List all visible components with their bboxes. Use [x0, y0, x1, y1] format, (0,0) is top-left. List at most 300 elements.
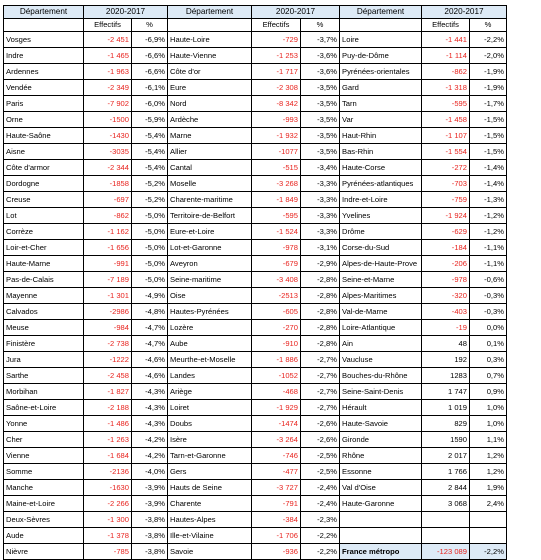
cell-departement: Hautes-Alpes — [168, 512, 252, 528]
cell-effectifs: -791 — [252, 496, 301, 512]
cell-effectifs: -1 827 — [84, 384, 132, 400]
table-row — [4, 464, 507, 480]
cell-pct: -2,7% — [301, 368, 340, 384]
cell-departement: Saône-et-Loire — [4, 400, 84, 416]
table-row — [4, 48, 507, 64]
header-period-3: 2020-2017 — [422, 6, 507, 19]
cell-pct: -5,0% — [132, 272, 168, 288]
cell-departement: Finistère — [4, 336, 84, 352]
cell-departement: Rhône — [340, 448, 422, 464]
cell-pct: -2,2% — [301, 544, 340, 560]
cell-pct: -6,6% — [132, 48, 168, 64]
cell-pct: -1,2% — [470, 224, 507, 240]
cell-pct: -3,3% — [301, 208, 340, 224]
cell-departement: Val-de-Marne — [340, 304, 422, 320]
cell-pct: -4,3% — [132, 384, 168, 400]
cell-effectifs: -1 924 — [422, 208, 470, 224]
cell-departement: Seine-Saint-Denis — [340, 384, 422, 400]
table-row — [4, 256, 507, 272]
cell-effectifs: -2 344 — [84, 160, 132, 176]
cell-departement: Hérault — [340, 400, 422, 416]
cell-pct: -1,4% — [470, 176, 507, 192]
cell-effectifs: -1430 — [84, 128, 132, 144]
cell-effectifs: -1 963 — [84, 64, 132, 80]
cell-effectifs: -1 107 — [422, 128, 470, 144]
cell-pct: -3,8% — [132, 512, 168, 528]
cell-pct: 1,2% — [470, 464, 507, 480]
cell-departement: Ille-et-Vilaine — [168, 528, 252, 544]
cell-effectifs: -984 — [84, 320, 132, 336]
cell-effectifs: -3035 — [84, 144, 132, 160]
cell-pct: -1,9% — [470, 64, 507, 80]
cell-pct: -5,0% — [132, 240, 168, 256]
cell-pct: -6,6% — [132, 64, 168, 80]
cell-effectifs: -1 886 — [252, 352, 301, 368]
cell-departement: Charente-maritime — [168, 192, 252, 208]
cell-effectifs: -403 — [422, 304, 470, 320]
cell-pct: -1,5% — [470, 144, 507, 160]
cell-effectifs: -3 727 — [252, 480, 301, 496]
cell-departement: Vendée — [4, 80, 84, 96]
cell-pct: -2,4% — [301, 496, 340, 512]
cell-pct: -4,0% — [132, 464, 168, 480]
table-row — [4, 96, 507, 112]
cell-pct: -4,3% — [132, 400, 168, 416]
departement-table — [3, 5, 507, 560]
cell-pct: -2,8% — [301, 272, 340, 288]
cell-departement: Haut-Rhin — [340, 128, 422, 144]
cell-departement: Cher — [4, 432, 84, 448]
table-row — [4, 176, 507, 192]
table-row — [4, 528, 507, 544]
table-row — [4, 112, 507, 128]
cell-effectifs: 48 — [422, 336, 470, 352]
cell-pct: -0,3% — [470, 304, 507, 320]
table-row — [4, 192, 507, 208]
cell-pct: -6,0% — [132, 96, 168, 112]
cell-departement: Gard — [340, 80, 422, 96]
cell-effectifs: -2986 — [84, 304, 132, 320]
table-row — [4, 32, 507, 48]
cell-pct: -3,4% — [301, 160, 340, 176]
cell-effectifs: 1590 — [422, 432, 470, 448]
cell-effectifs: -206 — [422, 256, 470, 272]
cell-pct: -3,3% — [301, 192, 340, 208]
cell-departement: Aveyron — [168, 256, 252, 272]
table-row — [4, 144, 507, 160]
cell-departement: Haute-Vienne — [168, 48, 252, 64]
header-row-1 — [4, 6, 507, 19]
table-row — [4, 160, 507, 176]
cell-effectifs: -2 451 — [84, 32, 132, 48]
cell-pct: -2,8% — [301, 288, 340, 304]
cell-departement: Loire-Atlantique — [340, 320, 422, 336]
cell-pct: -1,2% — [470, 208, 507, 224]
cell-departement: Orne — [4, 112, 84, 128]
cell-pct: -1,9% — [470, 80, 507, 96]
cell-pct: -5,0% — [132, 256, 168, 272]
cell-pct: -2,4% — [301, 480, 340, 496]
table-row — [4, 336, 507, 352]
table-row — [4, 128, 507, 144]
cell-pct: -4,2% — [132, 448, 168, 464]
cell-departement: Calvados — [4, 304, 84, 320]
cell-pct: 0,1% — [470, 336, 507, 352]
cell-effectifs: -3 268 — [252, 176, 301, 192]
cell-pct: -2,2% — [301, 528, 340, 544]
cell-effectifs: -1 300 — [84, 512, 132, 528]
cell-pct: -1,5% — [470, 128, 507, 144]
cell-effectifs: -1 458 — [422, 112, 470, 128]
cell-pct: -1,7% — [470, 96, 507, 112]
header-pct-3: % — [470, 19, 507, 32]
cell-effectifs: 192 — [422, 352, 470, 368]
cell-effectifs: -1 929 — [252, 400, 301, 416]
cell-effectifs: -978 — [422, 272, 470, 288]
cell-pct: 0,3% — [470, 352, 507, 368]
cell-effectifs: -515 — [252, 160, 301, 176]
cell-effectifs — [422, 528, 470, 544]
header-blank-3 — [340, 19, 422, 32]
cell-departement: Corrèze — [4, 224, 84, 240]
cell-effectifs: -1 706 — [252, 528, 301, 544]
cell-departement: Deux-Sèvres — [4, 512, 84, 528]
cell-departement: Corse-du-Sud — [340, 240, 422, 256]
cell-pct: 1,9% — [470, 480, 507, 496]
cell-departement: Haute-Garonne — [340, 496, 422, 512]
cell-effectifs: 3 068 — [422, 496, 470, 512]
cell-departement: Cantal — [168, 160, 252, 176]
cell-departement: Oise — [168, 288, 252, 304]
cell-effectifs: -746 — [252, 448, 301, 464]
cell-departement: Aisne — [4, 144, 84, 160]
cell-effectifs: -936 — [252, 544, 301, 560]
cell-pct: -5,4% — [132, 144, 168, 160]
cell-pct: -4,9% — [132, 288, 168, 304]
cell-departement: Var — [340, 112, 422, 128]
table-row — [4, 512, 507, 528]
cell-pct: -1,4% — [470, 160, 507, 176]
cell-pct: -6,9% — [132, 32, 168, 48]
cell-departement: Tarn-et-Garonne — [168, 448, 252, 464]
cell-effectifs: -1 849 — [252, 192, 301, 208]
cell-departement: Haute-Corse — [340, 160, 422, 176]
cell-departement: Seine-maritime — [168, 272, 252, 288]
cell-pct: -4,6% — [132, 368, 168, 384]
cell-departement: Aube — [168, 336, 252, 352]
cell-effectifs: 1283 — [422, 368, 470, 384]
cell-effectifs: -7 189 — [84, 272, 132, 288]
cell-departement: Eure — [168, 80, 252, 96]
cell-departement: Tarn — [340, 96, 422, 112]
header-effectifs-2: Effectifs — [252, 19, 301, 32]
header-row-2 — [4, 19, 507, 32]
cell-pct: -4,8% — [132, 304, 168, 320]
cell-pct — [470, 528, 507, 544]
cell-pct: -2,5% — [301, 448, 340, 464]
cell-departement: Loir-et-Cher — [4, 240, 84, 256]
cell-departement: Alpes-de-Haute-Prove — [340, 256, 422, 272]
table-row — [4, 272, 507, 288]
cell-pct: -3,8% — [132, 544, 168, 560]
table-row — [4, 544, 507, 560]
cell-pct: -2,7% — [301, 352, 340, 368]
cell-departement: Vaucluse — [340, 352, 422, 368]
cell-pct: 2,4% — [470, 496, 507, 512]
cell-effectifs: 2 017 — [422, 448, 470, 464]
cell-departement: Morbihan — [4, 384, 84, 400]
cell-pct: -1,1% — [470, 240, 507, 256]
cell-departement: Ariège — [168, 384, 252, 400]
cell-pct: 1,2% — [470, 448, 507, 464]
cell-pct: 1,0% — [470, 416, 507, 432]
cell-departement: Isère — [168, 432, 252, 448]
cell-pct: -2,8% — [301, 320, 340, 336]
cell-pct: -1,5% — [470, 112, 507, 128]
cell-departement: Hautes-Pyrénées — [168, 304, 252, 320]
cell-pct: -1,3% — [470, 192, 507, 208]
cell-effectifs: -595 — [252, 208, 301, 224]
cell-effectifs: -1 114 — [422, 48, 470, 64]
cell-pct: -2,7% — [301, 384, 340, 400]
cell-departement: Côte d'or — [168, 64, 252, 80]
cell-pct: -0,6% — [470, 272, 507, 288]
cell-pct: -3,5% — [301, 144, 340, 160]
cell-effectifs: -1 162 — [84, 224, 132, 240]
table-row — [4, 416, 507, 432]
cell-effectifs: -2513 — [252, 288, 301, 304]
cell-effectifs: -785 — [84, 544, 132, 560]
cell-pct: -2,7% — [301, 400, 340, 416]
cell-departement: Meuse — [4, 320, 84, 336]
table-row — [4, 80, 507, 96]
cell-pct: -6,1% — [132, 80, 168, 96]
cell-departement: Meurthe-et-Moselle — [168, 352, 252, 368]
cell-pct: -4,2% — [132, 432, 168, 448]
cell-departement: Eure-et-Loire — [168, 224, 252, 240]
cell-departement: Mayenne — [4, 288, 84, 304]
cell-effectifs: -8 342 — [252, 96, 301, 112]
cell-effectifs: -2 458 — [84, 368, 132, 384]
table-row — [4, 288, 507, 304]
cell-departement: Lozère — [168, 320, 252, 336]
header-pct-2: % — [301, 19, 340, 32]
cell-pct: -4,7% — [132, 336, 168, 352]
cell-departement: Essonne — [340, 464, 422, 480]
cell-pct: -2,2% — [470, 544, 507, 560]
cell-pct: -2,9% — [301, 256, 340, 272]
cell-effectifs: 1 747 — [422, 384, 470, 400]
cell-effectifs: -759 — [422, 192, 470, 208]
cell-pct: -2,3% — [301, 512, 340, 528]
cell-pct — [470, 512, 507, 528]
cell-departement: Nord — [168, 96, 252, 112]
cell-departement: France métropo — [340, 544, 422, 560]
cell-effectifs: -1077 — [252, 144, 301, 160]
table-row — [4, 240, 507, 256]
cell-effectifs: -1 465 — [84, 48, 132, 64]
cell-departement: Vienne — [4, 448, 84, 464]
cell-departement: Allier — [168, 144, 252, 160]
cell-effectifs: -3 408 — [252, 272, 301, 288]
cell-pct: -5,4% — [132, 160, 168, 176]
cell-departement: Doubs — [168, 416, 252, 432]
cell-effectifs: -703 — [422, 176, 470, 192]
cell-pct: -3,3% — [301, 176, 340, 192]
cell-departement: Yvelines — [340, 208, 422, 224]
cell-effectifs: 1 019 — [422, 400, 470, 416]
cell-pct: -3,5% — [301, 128, 340, 144]
cell-pct: -2,0% — [470, 48, 507, 64]
cell-departement: Somme — [4, 464, 84, 480]
cell-departement: Indre — [4, 48, 84, 64]
cell-effectifs: -1 263 — [84, 432, 132, 448]
cell-effectifs: -1 932 — [252, 128, 301, 144]
cell-effectifs: -910 — [252, 336, 301, 352]
header-period-1: 2020-2017 — [84, 6, 168, 19]
cell-departement: Gironde — [340, 432, 422, 448]
header-departement-1: Département — [4, 6, 84, 19]
cell-pct: -3,1% — [301, 240, 340, 256]
cell-effectifs: -1052 — [252, 368, 301, 384]
cell-pct: -3,9% — [132, 480, 168, 496]
cell-pct: -1,1% — [470, 256, 507, 272]
cell-departement: Val d'Oise — [340, 480, 422, 496]
cell-departement: Aude — [4, 528, 84, 544]
cell-pct: -5,0% — [132, 224, 168, 240]
cell-departement: Indre-et-Loire — [340, 192, 422, 208]
cell-effectifs: -729 — [252, 32, 301, 48]
cell-departement: Marne — [168, 128, 252, 144]
table-row — [4, 208, 507, 224]
cell-pct: 1,0% — [470, 400, 507, 416]
cell-pct: -4,7% — [132, 320, 168, 336]
cell-effectifs: 829 — [422, 416, 470, 432]
cell-pct: -4,3% — [132, 416, 168, 432]
cell-effectifs: -2136 — [84, 464, 132, 480]
cell-pct: -3,3% — [301, 224, 340, 240]
table-row — [4, 480, 507, 496]
cell-effectifs: -184 — [422, 240, 470, 256]
cell-pct: -2,2% — [470, 32, 507, 48]
cell-effectifs: -3 264 — [252, 432, 301, 448]
cell-departement: Ardèche — [168, 112, 252, 128]
cell-effectifs: -862 — [422, 64, 470, 80]
table-row — [4, 304, 507, 320]
cell-effectifs: -1858 — [84, 176, 132, 192]
cell-departement: Haute-Savoie — [340, 416, 422, 432]
cell-departement: Charente — [168, 496, 252, 512]
cell-pct: -3,6% — [301, 48, 340, 64]
cell-pct: -2,8% — [301, 304, 340, 320]
cell-effectifs: -1 717 — [252, 64, 301, 80]
cell-departement: Ain — [340, 336, 422, 352]
cell-departement: Territoire-de-Belfort — [168, 208, 252, 224]
cell-departement: Paris — [4, 96, 84, 112]
cell-departement — [340, 528, 422, 544]
cell-pct: -5,2% — [132, 176, 168, 192]
cell-departement: Haute-Loire — [168, 32, 252, 48]
cell-departement: Haute-Saône — [4, 128, 84, 144]
cell-effectifs: -272 — [422, 160, 470, 176]
cell-pct: -4,6% — [132, 352, 168, 368]
table-row — [4, 384, 507, 400]
cell-departement: Loire — [340, 32, 422, 48]
cell-departement: Alpes-Maritimes — [340, 288, 422, 304]
cell-pct: -3,5% — [301, 112, 340, 128]
cell-pct: -3,6% — [301, 64, 340, 80]
cell-pct: -5,9% — [132, 112, 168, 128]
cell-departement: Landes — [168, 368, 252, 384]
cell-departement: Creuse — [4, 192, 84, 208]
cell-pct: -3,9% — [132, 496, 168, 512]
table-row — [4, 320, 507, 336]
cell-pct: -2,8% — [301, 336, 340, 352]
cell-effectifs: -2 266 — [84, 496, 132, 512]
cell-effectifs: -7 902 — [84, 96, 132, 112]
cell-pct: -5,0% — [132, 208, 168, 224]
cell-pct: 0,9% — [470, 384, 507, 400]
cell-departement: Seine-et-Marne — [340, 272, 422, 288]
cell-departement: Dordogne — [4, 176, 84, 192]
cell-effectifs: -629 — [422, 224, 470, 240]
cell-pct: -2,6% — [301, 432, 340, 448]
cell-pct: 0,0% — [470, 320, 507, 336]
header-blank-1 — [4, 19, 84, 32]
cell-effectifs: -2 188 — [84, 400, 132, 416]
cell-departement: Yonne — [4, 416, 84, 432]
cell-pct: -2,6% — [301, 416, 340, 432]
cell-effectifs: -1 253 — [252, 48, 301, 64]
cell-departement: Pyrénées-orientales — [340, 64, 422, 80]
header-pct-1: % — [132, 19, 168, 32]
cell-effectifs: -1630 — [84, 480, 132, 496]
cell-departement: Lot — [4, 208, 84, 224]
cell-departement: Ardennes — [4, 64, 84, 80]
cell-effectifs: -595 — [422, 96, 470, 112]
cell-effectifs: -2 308 — [252, 80, 301, 96]
table-row — [4, 64, 507, 80]
cell-departement: Nièvre — [4, 544, 84, 560]
cell-departement — [340, 512, 422, 528]
cell-effectifs: -993 — [252, 112, 301, 128]
cell-effectifs: 2 844 — [422, 480, 470, 496]
header-effectifs-1: Effectifs — [84, 19, 132, 32]
cell-departement: Jura — [4, 352, 84, 368]
cell-effectifs: -19 — [422, 320, 470, 336]
cell-pct: -3,5% — [301, 96, 340, 112]
cell-effectifs: -1 378 — [84, 528, 132, 544]
cell-departement: Pas-de-Calais — [4, 272, 84, 288]
cell-departement: Sarthe — [4, 368, 84, 384]
cell-effectifs: -270 — [252, 320, 301, 336]
table-row — [4, 432, 507, 448]
cell-effectifs: -1 656 — [84, 240, 132, 256]
cell-departement: Lot-et-Garonne — [168, 240, 252, 256]
table-row — [4, 224, 507, 240]
cell-effectifs: -1 441 — [422, 32, 470, 48]
cell-departement: Manche — [4, 480, 84, 496]
cell-effectifs: -1 486 — [84, 416, 132, 432]
table-row — [4, 496, 507, 512]
cell-effectifs: -468 — [252, 384, 301, 400]
cell-pct: -5,2% — [132, 192, 168, 208]
cell-effectifs: -123 089 — [422, 544, 470, 560]
cell-departement: Loiret — [168, 400, 252, 416]
cell-effectifs: -477 — [252, 464, 301, 480]
cell-pct: -3,7% — [301, 32, 340, 48]
cell-departement: Vosges — [4, 32, 84, 48]
